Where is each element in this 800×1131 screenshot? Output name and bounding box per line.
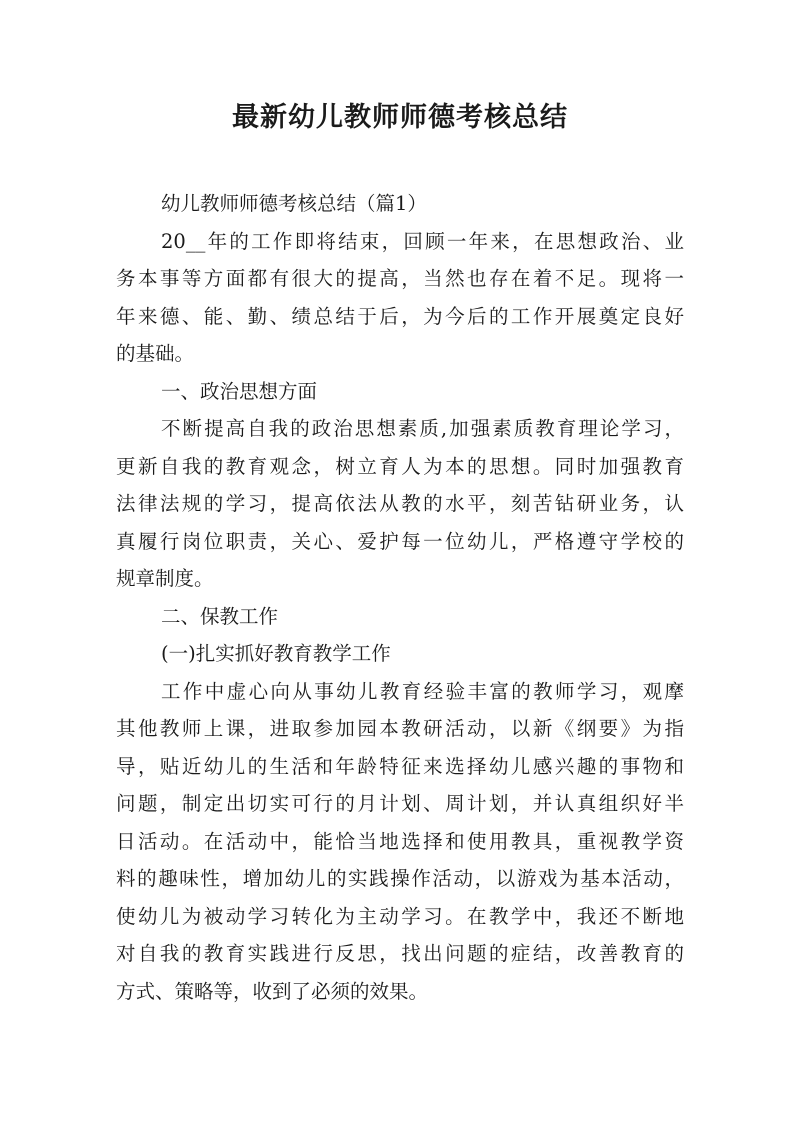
- paragraph-line: 导，贴近幼儿的生活和年龄特征来选择幼儿感兴趣的事物和: [116, 754, 684, 778]
- paragraph-line: 其他教师上课，进取参加园本教研活动，以新《纲要》为指: [116, 717, 684, 740]
- paragraph-line: 年来德、能、勤、绩总结于后，为今后的工作开展奠定良好: [116, 304, 684, 328]
- paragraph-line: 20__年的工作即将结束，回顾一年来，在思想政治、业: [161, 229, 684, 253]
- paragraph-line: 规章制度。: [116, 567, 214, 590]
- paragraph-line: 更新自我的教育观念，树立育人为本的思想。同时加强教育: [116, 454, 684, 478]
- paragraph-line: 真履行岗位职责，关心、爱护每一位幼儿，严格遵守学校的: [116, 529, 684, 553]
- paragraph-line: 工作中虚心向从事幼儿教育经验丰富的教师学习，观摩: [161, 679, 684, 703]
- section-heading: 一、政治思想方面: [161, 379, 318, 403]
- paragraph-line: 问题，制定出切实可行的月计划、周计划，并认真组织好半: [116, 792, 684, 815]
- paragraph-line: 日活动。在活动中，能恰当地选择和使用教具，重视教学资: [116, 829, 684, 853]
- paragraph-line: 法律法规的学习，提高依法从教的水平，刻苦钻研业务，认: [116, 492, 684, 515]
- paragraph-line: 务本事等方面都有很大的提高，当然也存在着不足。现将一: [116, 267, 684, 290]
- paragraph-line: 对自我的教育实践进行反思，找出问题的症结，改善教育的: [116, 942, 684, 965]
- document-body: [116, 185, 684, 1010]
- document-title: 最新幼儿教师师德考核总结: [232, 102, 568, 133]
- paragraph-line: 方式、策略等，收到了必须的效果。: [116, 979, 429, 1003]
- section-heading: 幼儿教师师德考核总结（篇1）: [161, 192, 427, 215]
- paragraph-line: 料的趣味性，增加幼儿的实践操作活动，以游戏为基本活动，: [116, 867, 684, 890]
- paragraph-line: 使幼儿为被动学习转化为主动学习。在教学中，我还不断地: [116, 904, 684, 928]
- subsection-heading: (一)扎实抓好教育教学工作: [161, 642, 391, 665]
- section-heading: 二、保教工作: [161, 604, 279, 628]
- paragraph-line: 不断提高自我的政治思想素质,加强素质教育理论学习，: [161, 417, 684, 440]
- paragraph-line: 的基础。: [116, 342, 195, 365]
